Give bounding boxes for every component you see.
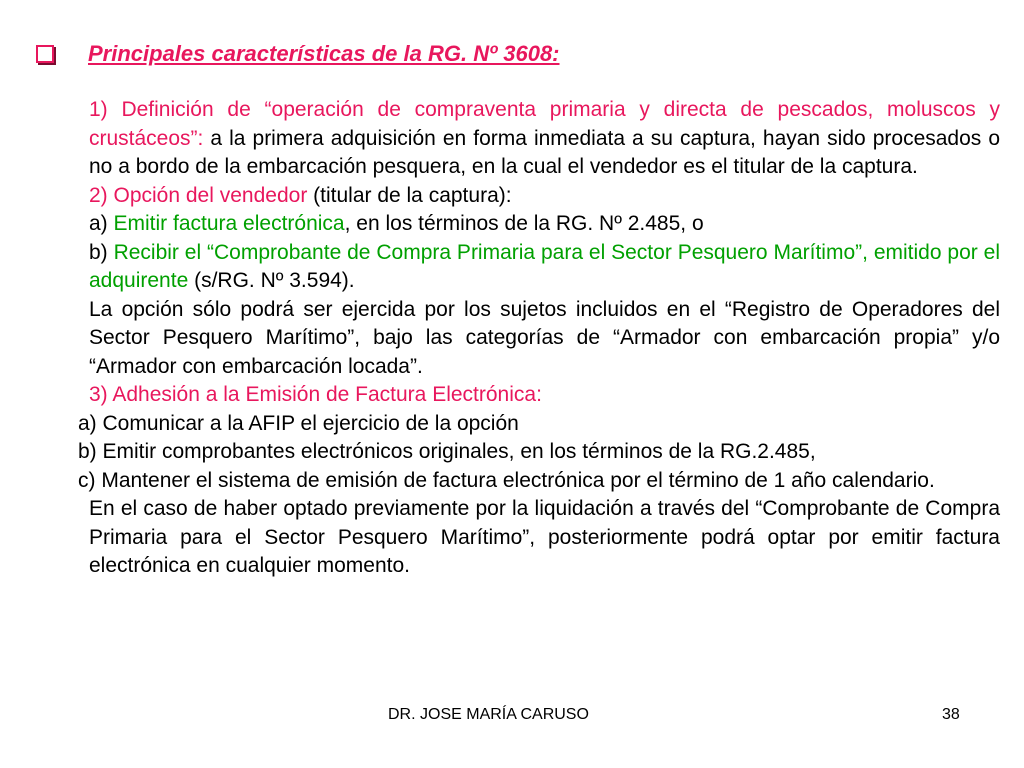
option-b-text: (s/RG. Nº 3.594). — [188, 269, 355, 292]
checkbox-bullet-icon — [36, 45, 54, 63]
adhesion-item-a: a) Comunicar a la AFIP el ejercicio de la opción — [78, 411, 519, 435]
option-a-prefix: a) — [89, 212, 114, 235]
paragraph-closing: En el caso de haber optado previamente por la liquidación a través del “Comprobante de Compra Primaria para el Sector Pesquero Marítimo”, posteriormente podrá optar por emitir factura electrónica en cualquier momento. — [89, 497, 1000, 577]
slide-heading: Principales características de la RG. Nº 3608: — [88, 41, 560, 66]
option-b-prefix: b) — [89, 240, 114, 264]
option-heading: 2) Opción del vendedor — [89, 183, 308, 207]
paragraph-adhesion-heading: 3) Adhesión a la Emisión de Factura Electrónica: — [89, 383, 542, 406]
option-heading-rest: (titular de la captura): — [307, 183, 512, 207]
paragraph-option-a — [78, 210, 1000, 239]
paragraph-option-heading — [78, 182, 1000, 211]
paragraph-option-b — [78, 239, 1000, 296]
adhesion-item-b: b) Emitir comprobantes electrónicos originales, en los términos de la RG.2.485, — [78, 440, 816, 463]
definition-number: 1) — [89, 98, 122, 121]
slide-body — [78, 96, 1000, 581]
definition-text: a la primera adquisición en forma inmediata a su captura, hayan sido procesados o no a bordo de la embarcación pesquera, en la cual el vendedor es el titular de la captura. — [89, 126, 1000, 178]
option-a-text: , en los términos de la RG. Nº 2.485, o — [344, 212, 704, 235]
footer-author: DR. JOSE MARÍA CARUSO — [388, 706, 589, 723]
adhesion-item-c: c) Mantener el sistema de emisión de factura electrónica por el término de 1 año calendario. — [78, 468, 935, 492]
heading-row — [36, 38, 996, 70]
paragraph-option-note: La opción sólo podrá ser ejercida por los sujetos incluidos en el “Registro de Operadores del Sector Pesquero Marítimo”, bajo las categorías de “Armador con embarcación propia” y/o “Armador con embarcación locada”. — [89, 297, 1000, 378]
paragraph-definition — [78, 96, 1000, 182]
footer-page-number: 38 — [942, 706, 960, 723]
option-a-highlight: Emitir factura electrónica — [113, 212, 345, 235]
option-b-highlight: Recibir el “Comprobante de Compra Primaria para el Sector Pesquero Marítimo”, emitido por el adquirente — [89, 240, 1000, 292]
definition-term: Definición de “operación de compraventa primaria y directa de pescados, moluscos y crustáceos”: — [89, 98, 1000, 150]
